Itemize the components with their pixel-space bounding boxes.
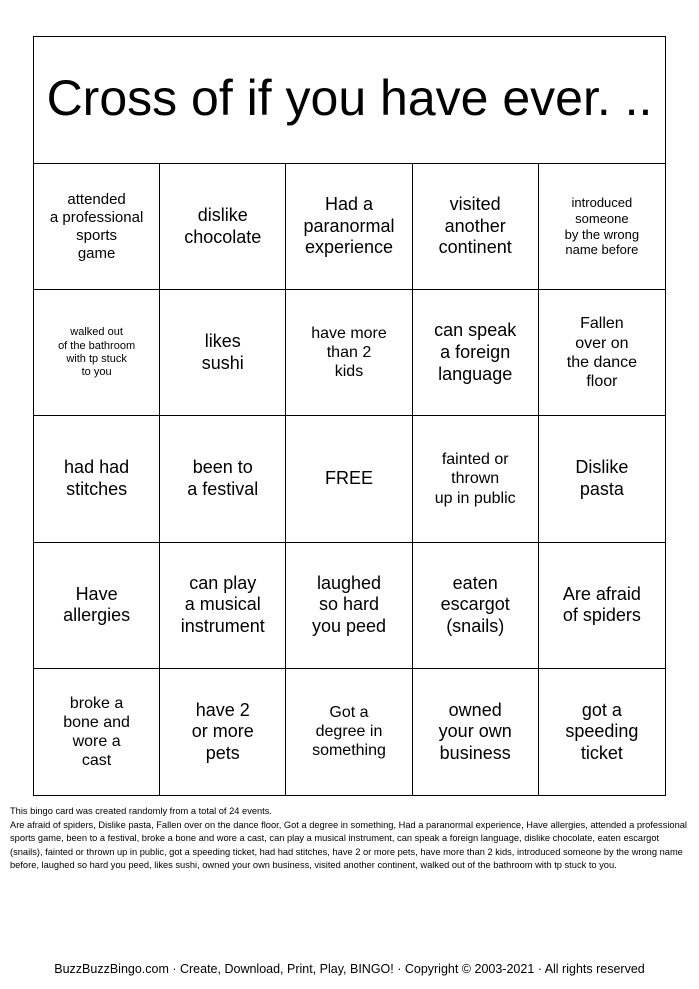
bingo-cell[interactable] — [413, 416, 539, 542]
bingo-cell[interactable] — [286, 290, 412, 416]
bingo-cell[interactable] — [413, 290, 539, 416]
bingo-cell-text: introduced someone by the wrong name before — [564, 195, 640, 258]
bingo-cell-text: laughed so hard you peed — [311, 572, 387, 636]
bingo-cell[interactable] — [539, 669, 665, 795]
bingo-cell-text: eaten escargot (snails) — [440, 572, 510, 636]
bingo-cell-text: attended a professional sports game — [49, 190, 144, 262]
title-box — [34, 37, 665, 164]
card-title: Cross of if you have ever. .. — [46, 70, 653, 126]
footer-credit: BuzzBuzzBingo.com · Create, Download, Print, Play, BINGO! · Copyright © 2003-2021 · All rights reserved — [54, 962, 645, 976]
bingo-cell[interactable] — [539, 290, 665, 416]
bingo-cell-text: dislike chocolate — [184, 205, 262, 247]
bingo-cell-text: been to a festival — [187, 457, 259, 499]
bingo-cell-text: fainted or thrown up in public — [434, 451, 516, 507]
bingo-cell[interactable] — [160, 543, 286, 669]
bingo-cell-text: Got a degree in something — [312, 704, 386, 760]
bingo-cell[interactable] — [34, 669, 160, 795]
bingo-cell-text: have more than 2 kids — [311, 325, 387, 381]
footnote — [10, 805, 690, 873]
bingo-cell[interactable] — [539, 543, 665, 669]
bingo-cell[interactable] — [160, 669, 286, 795]
bingo-cell[interactable] — [34, 164, 160, 290]
bingo-cell-text: likes sushi — [201, 331, 244, 373]
bingo-cell[interactable] — [34, 416, 160, 542]
bingo-grid — [34, 164, 665, 795]
bingo-cell[interactable] — [286, 164, 412, 290]
bingo-cell-text: Are afraid of spiders — [562, 583, 641, 626]
bingo-cell-text: Have allergies — [63, 583, 131, 626]
bingo-cell-text: can play a musical instrument — [180, 572, 265, 636]
bingo-cell-text: broke a bone and wore a cast — [63, 694, 130, 770]
bingo-cell-text: can speak a foreign language — [434, 320, 517, 384]
bingo-cell[interactable] — [539, 416, 665, 542]
bingo-cell[interactable] — [160, 416, 286, 542]
bingo-cell-free[interactable] — [286, 416, 412, 542]
bingo-cell[interactable] — [286, 543, 412, 669]
bingo-cell-text: FREE — [324, 468, 373, 489]
bingo-cell-text: Fallen over on the dance floor — [566, 315, 638, 390]
footnote-intro: This bingo card was created randomly from a total of 24 events. — [10, 806, 272, 816]
bingo-cell-text: got a speeding ticket — [565, 699, 639, 763]
bingo-cell[interactable] — [160, 164, 286, 290]
bingo-cell-text: walked out of the bathroom with tp stuck to you — [58, 326, 136, 378]
bingo-card — [33, 36, 666, 796]
bingo-cell-text: have 2 or more pets — [191, 699, 254, 763]
bingo-cell-text: Dislike pasta — [575, 457, 629, 499]
bingo-cell[interactable] — [539, 164, 665, 290]
bingo-cell[interactable] — [160, 290, 286, 416]
bingo-cell-text: visited another continent — [438, 194, 512, 258]
bingo-cell[interactable] — [413, 164, 539, 290]
bingo-cell[interactable] — [34, 543, 160, 669]
bingo-cell[interactable] — [413, 669, 539, 795]
bingo-cell-text: Had a paranormal experience — [303, 194, 395, 258]
bingo-cell-text: owned your own business — [438, 699, 512, 763]
bingo-cell-text: had had stitches — [64, 457, 130, 499]
bingo-cell[interactable] — [34, 290, 160, 416]
bingo-cell[interactable] — [413, 543, 539, 669]
footnote-events-list: Are afraid of spiders, Dislike pasta, Fallen over on the dance floor, Got a degree in something, Had a paranormal experience, Have allergies, attended a professional sports game, been to a festival, broke a bone and wore a cast, can play a musical instrument, can speak a foreign language, dislike chocolate, eaten escargot (snails), fainted or thrown up in public, got a speeding ticket, had had stitches, have 2 or more pets, have more than 2 kids, introduced someone by the wrong name before, laughed so hard you peed, likes sushi, owned your own business, visited another continent, walked out of the bathroom with tp stuck to you. — [10, 819, 687, 870]
bingo-cell[interactable] — [286, 669, 412, 795]
